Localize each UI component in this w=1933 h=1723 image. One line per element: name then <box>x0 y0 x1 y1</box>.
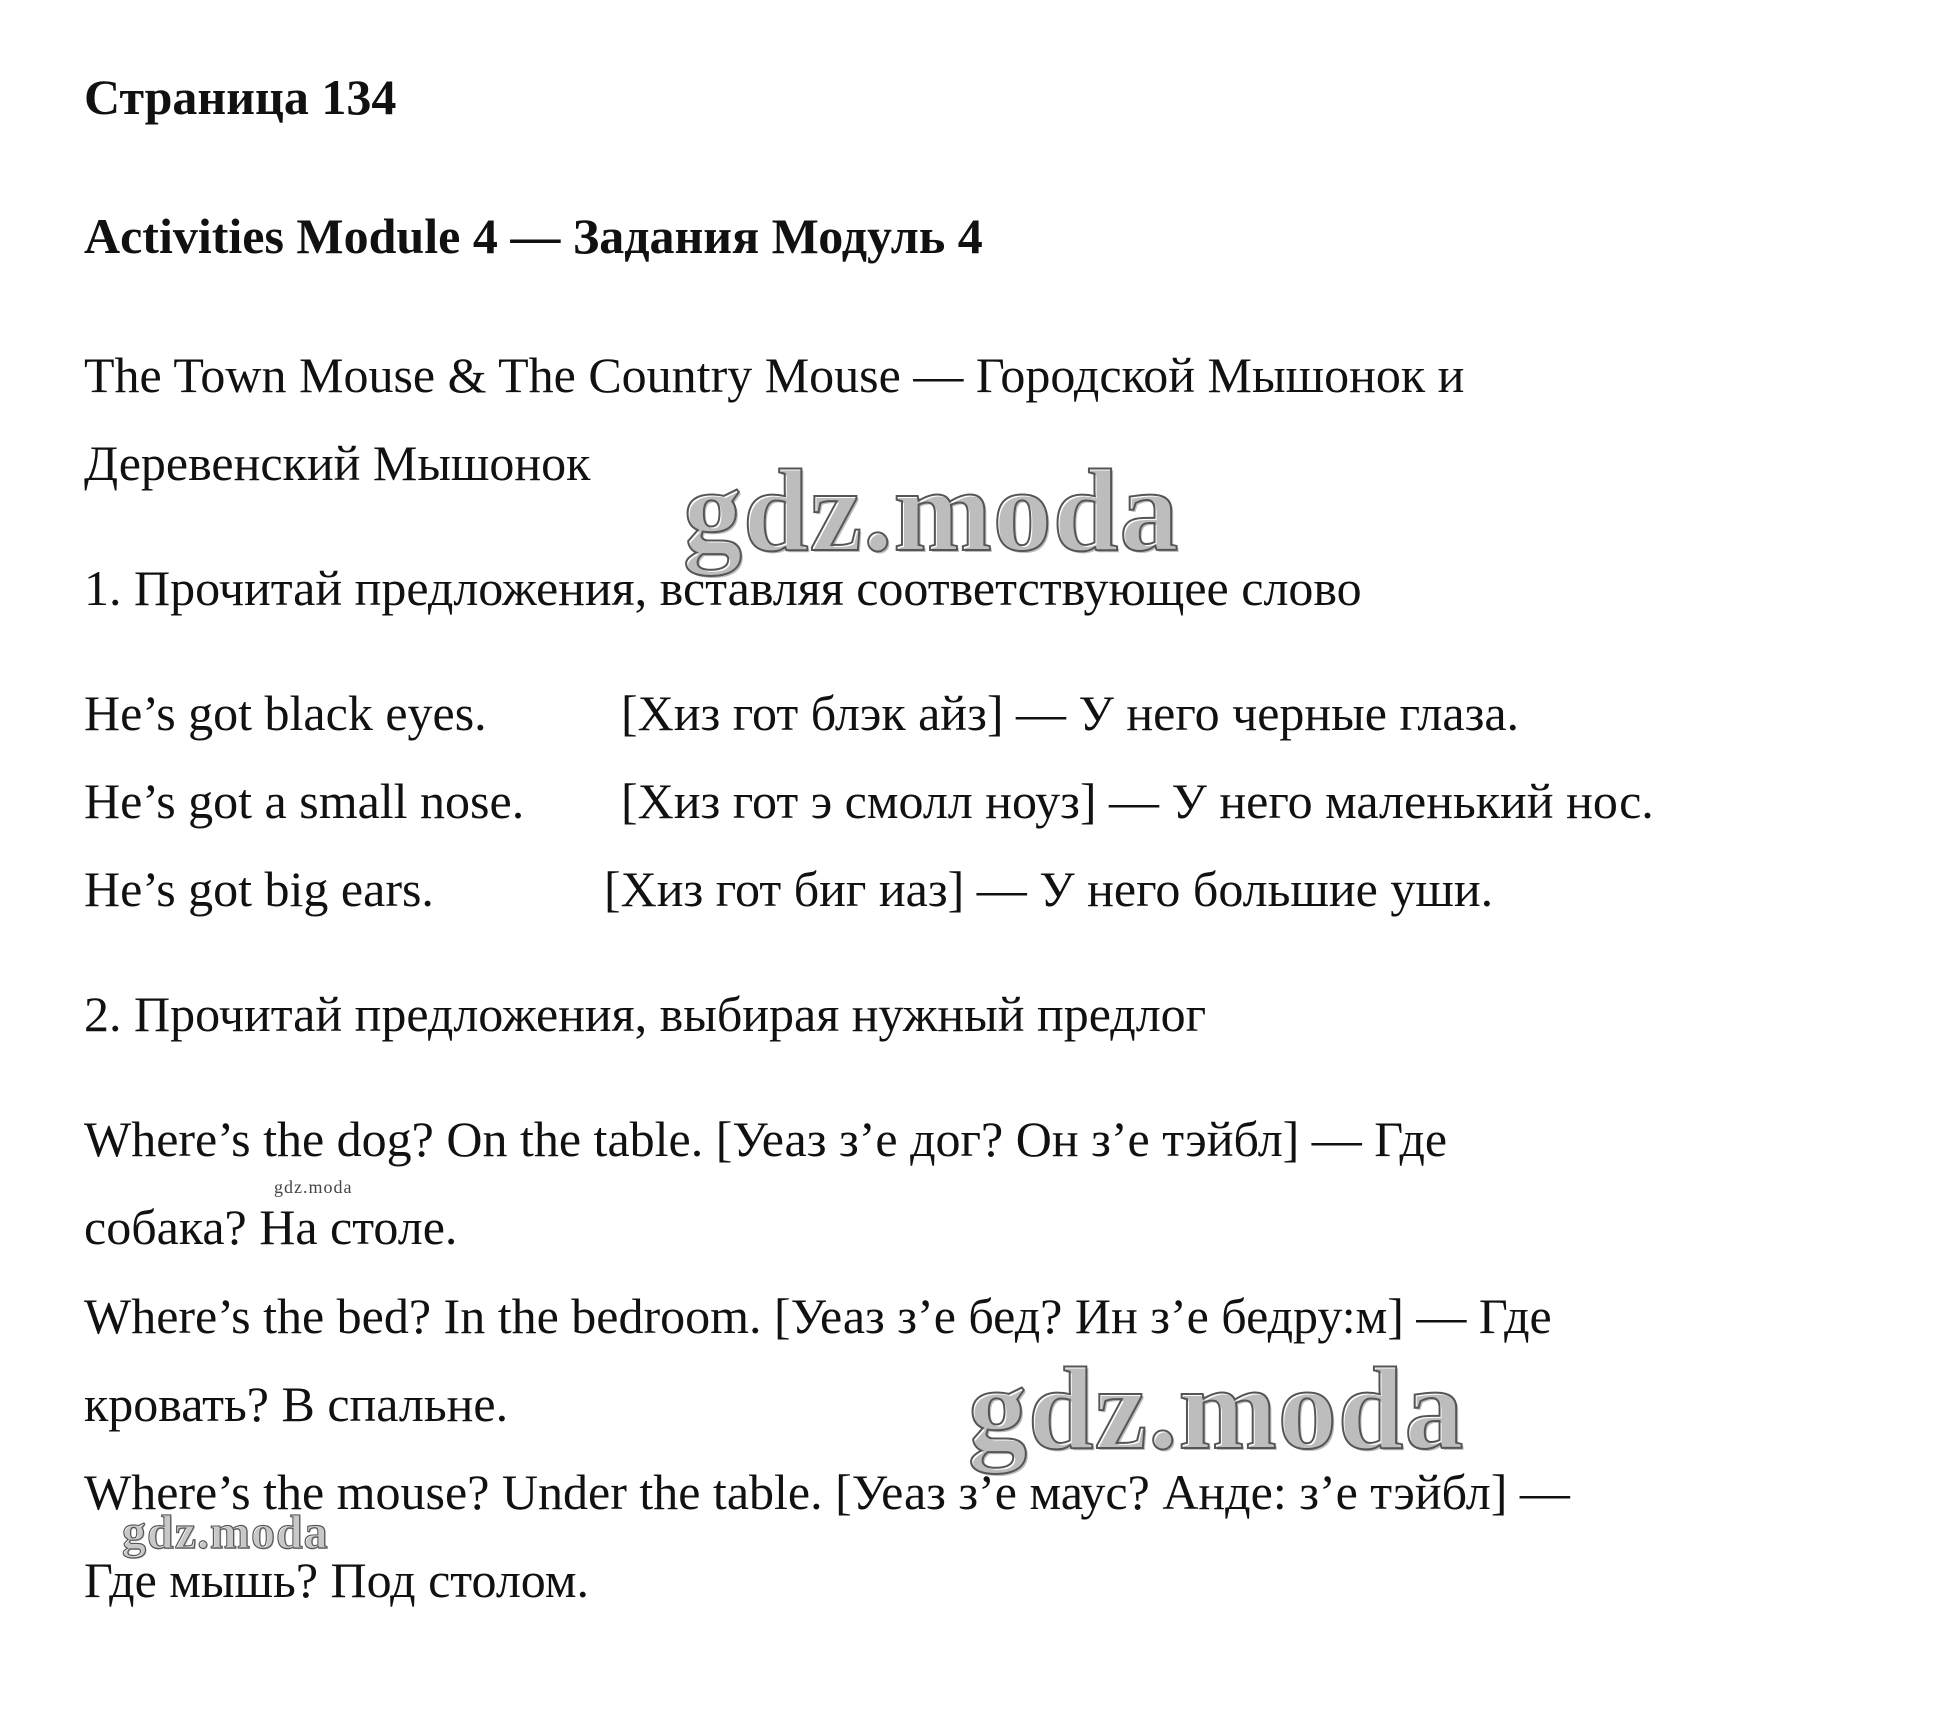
task2-heading: 2. Прочитай предложения, выбирая нужный предлог <box>84 986 1207 1042</box>
task2-line: Where’s the dog? On the table. [Уеаз з’е дог? Он з’е тэйбл] — Где <box>84 1111 1448 1167</box>
task1-row-translation: [Хиз гот э смолл ноуз] — У него маленький нос. <box>621 773 1654 829</box>
story-title-line-2: Деревенский Мышонок <box>84 435 591 491</box>
page-title: Страница 134 <box>84 69 397 125</box>
watermark-small: gdz.moda <box>274 1177 353 1197</box>
task1-row-translation: [Хиз гот биг иаз] — У него большие уши. <box>604 861 1494 917</box>
task1-row <box>84 773 1884 832</box>
task1-row-english: He’s got big ears. <box>84 861 434 917</box>
task2-line: Where’s the bed? In the bedroom. [Уеаз з’е бед? Ин з’е бедру:м] — Где <box>84 1288 1552 1344</box>
task1-row-english: He’s got black eyes. <box>84 685 487 741</box>
story-title-line-1: The Town Mouse & The Country Mouse — Городской Мышонок и <box>84 347 1465 403</box>
task1-row-translation: [Хиз гот блэк айз] — У него черные глаза. <box>621 685 1520 741</box>
task1-row-english: He’s got a small nose. <box>84 773 525 829</box>
task2-line: собака? На столе. <box>84 1199 458 1255</box>
watermark-large: gdz.moda <box>683 445 1180 576</box>
module-heading: Activities Module 4 — Задания Модуль 4 <box>84 208 983 264</box>
task2-line: кровать? В спальне. <box>84 1376 509 1432</box>
task2-line: Where’s the mouse? Under the table. [Уеаз з’е маус? Анде: з’е тэйбл] — <box>84 1464 1570 1520</box>
task1-heading: 1. Прочитай предложения, вставляя соответствующее слово <box>84 560 1362 616</box>
watermark-large: gdz.moda <box>968 1343 1465 1474</box>
watermark-medium: gdz.moda <box>122 1506 329 1559</box>
task2-line: Где мышь? Под столом. <box>84 1552 589 1608</box>
task1-row <box>84 861 1884 920</box>
task1-row <box>84 685 1884 744</box>
